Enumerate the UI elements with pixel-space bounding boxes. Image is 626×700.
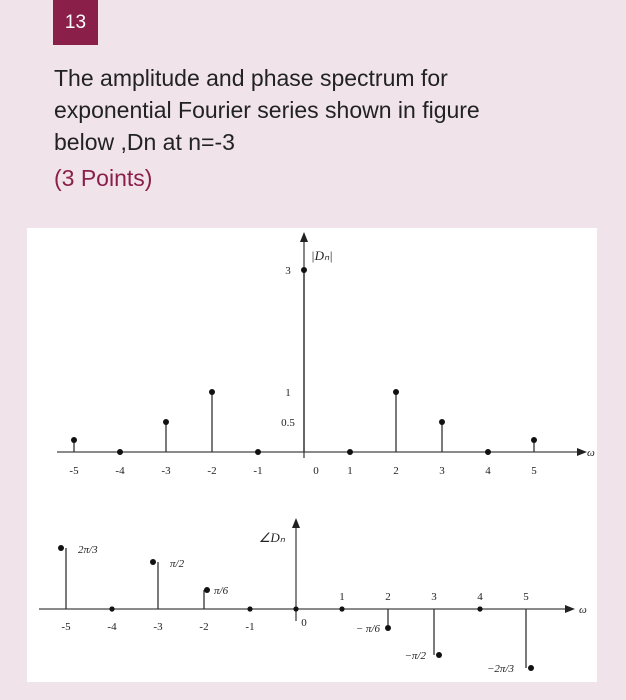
amp-x-tick-label: 2 [393, 465, 399, 477]
phase-x-tick-label: -5 [61, 621, 71, 633]
amplitude-spectrum-chart [57, 232, 595, 477]
phase-stem-point [339, 606, 344, 611]
phase-value-label: − π/6 [355, 623, 380, 635]
question-text-line: below ,Dn at n=-3 [54, 129, 235, 155]
phase-x-tick-label: 2 [385, 591, 391, 603]
amp-x-tick-label: 1 [347, 465, 353, 477]
amp-x-axis-arrow [577, 448, 587, 456]
phase-x-tick-label: 0 [301, 617, 307, 629]
phase-value-label: π/2 [170, 558, 185, 570]
phase-x-tick-label: 3 [431, 591, 437, 603]
amp-stem-point [439, 419, 445, 425]
phase-value-label: −π/2 [404, 650, 426, 662]
amp-x-tick-label: -4 [115, 465, 125, 477]
amp-y-tick-label: 3 [285, 265, 291, 277]
amp-chart-title: |Dₙ| [311, 248, 333, 263]
phase-x-tick-label: 1 [339, 591, 345, 603]
phase-x-tick-label: -4 [107, 621, 117, 633]
question-text-line: The amplitude and phase spectrum for [54, 65, 448, 91]
phase-stem-point [477, 606, 482, 611]
amp-stem-point [117, 449, 123, 455]
amp-x-tick-label: 0 [313, 465, 319, 477]
question-number-badge: 13 [53, 0, 98, 45]
phase-chart-title: ∠Dₙ [258, 530, 285, 545]
phase-stem-point [204, 587, 210, 593]
phase-value-label: π/6 [214, 585, 229, 597]
amp-x-tick-label: 3 [439, 465, 445, 477]
amp-stem-point [301, 267, 307, 273]
amp-y-tick-label: 0.5 [281, 417, 295, 429]
phase-x-tick-label: -3 [153, 621, 163, 633]
question-text-line: exponential Fourier series shown in figure [54, 97, 480, 123]
amp-y-axis-arrow [300, 232, 308, 242]
amp-stem-point [393, 389, 399, 395]
phase-spectrum-chart [39, 518, 587, 675]
phase-stem-point [109, 606, 114, 611]
phase-value-label: −2π/3 [487, 663, 514, 675]
phase-stem-point [58, 545, 64, 551]
phase-y-axis-arrow [292, 518, 300, 528]
phase-stem-point [150, 559, 156, 565]
phase-x-tick-label: -1 [245, 621, 255, 633]
amp-x-tick-label: -5 [69, 465, 79, 477]
amp-x-tick-label: 4 [485, 465, 491, 477]
amp-x-tick-label: 5 [531, 465, 537, 477]
phase-value-label: 2π/3 [78, 544, 98, 556]
amp-stem-point [163, 419, 169, 425]
amp-stem-point [71, 437, 77, 443]
amp-x-tick-label: -3 [161, 465, 171, 477]
spectrum-figure [27, 228, 597, 682]
amp-stem-point [255, 449, 261, 455]
amp-x-tick-label: -2 [207, 465, 217, 477]
spectrum-figure-svg [27, 228, 597, 682]
amp-stem-point [209, 389, 215, 395]
amp-y-tick-label: 1 [285, 387, 291, 399]
amp-stem-point [347, 449, 353, 455]
phase-x-axis-arrow [565, 605, 575, 613]
phase-stem-point [436, 652, 442, 658]
phase-x-tick-label: 4 [477, 591, 483, 603]
phase-stem-point [528, 665, 534, 671]
phase-x-axis-label: ω [579, 604, 587, 616]
phase-stem-point [247, 606, 252, 611]
phase-stem-point [293, 606, 298, 611]
amp-stem-point [485, 449, 491, 455]
amp-x-tick-label: -1 [253, 465, 263, 477]
amp-stem-point [531, 437, 537, 443]
question-points: (3 Points) [54, 165, 153, 191]
phase-x-tick-label: -2 [199, 621, 209, 633]
phase-x-tick-label: 5 [523, 591, 529, 603]
amp-x-axis-label: ω [587, 447, 595, 459]
phase-stem-point [385, 625, 391, 631]
question-text [54, 62, 574, 158]
